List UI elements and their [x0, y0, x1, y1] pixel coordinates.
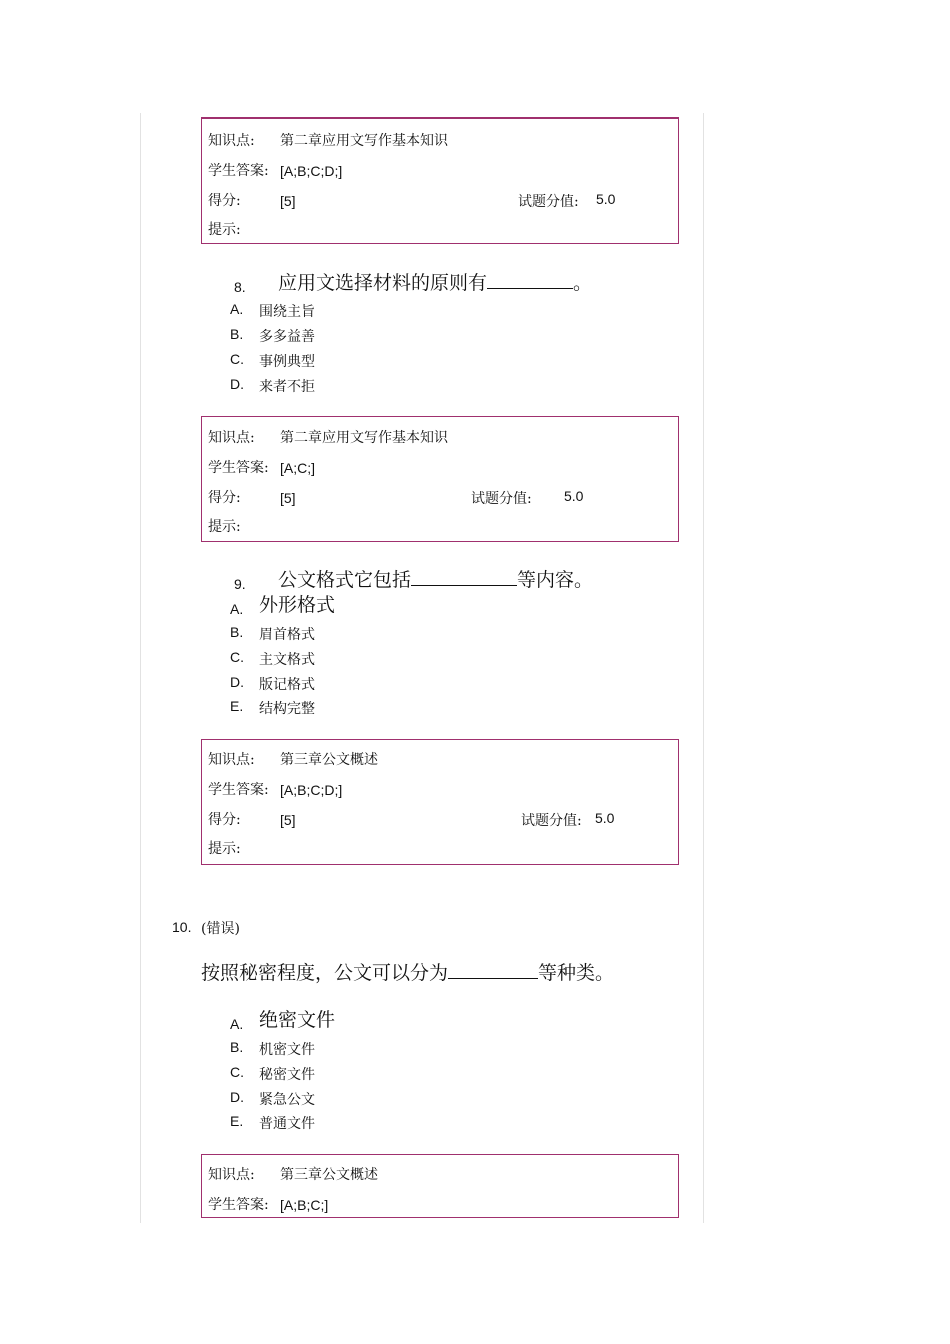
answer-label: 学生答案: — [208, 460, 269, 476]
option-text: 机密文件 — [259, 1042, 315, 1058]
knowledge-label: 知识点: — [208, 133, 255, 149]
option-letter: C. — [230, 1064, 244, 1080]
option-text: 普通文件 — [259, 1116, 315, 1132]
question-value: 5.0 — [595, 810, 615, 826]
option-letter: E. — [230, 698, 244, 714]
question-value-label: 试题分值: — [518, 194, 579, 210]
answer-label: 学生答案: — [208, 163, 269, 179]
hint-label: 提示: — [208, 519, 241, 535]
option-letter: C. — [230, 649, 244, 665]
question-value: 5.0 — [564, 488, 584, 504]
option-letter: A. — [230, 601, 244, 617]
option-text: 事例典型 — [259, 354, 315, 370]
question-text: 按照秘密程度，公文可以分为 等种类。 — [201, 962, 615, 984]
option-text: 秘密文件 — [259, 1067, 315, 1083]
option-text: 眉首格式 — [259, 627, 315, 643]
info-box-q9 — [201, 739, 679, 865]
question-number: 10. — [172, 919, 192, 935]
knowledge-label: 知识点: — [208, 1167, 255, 1183]
option-text: 绝密文件 — [259, 1009, 336, 1031]
right-margin-rule — [703, 113, 704, 1223]
score-label: 得分: — [208, 812, 241, 828]
left-margin-rule — [140, 113, 141, 1223]
answer-value: [A;B;C;D;] — [280, 782, 343, 798]
question-value-label: 试题分值: — [521, 813, 582, 829]
knowledge-label: 知识点: — [208, 430, 255, 446]
knowledge-value: 第三章公文概述 — [280, 1167, 378, 1183]
option-text: 主文格式 — [259, 652, 315, 668]
question-number: 9. — [234, 576, 246, 592]
option-letter: B. — [230, 1039, 244, 1055]
answer-value: [A;C;] — [280, 460, 316, 476]
score-value: [5] — [280, 812, 296, 828]
knowledge-value: 第二章应用文写作基本知识 — [280, 430, 448, 446]
score-value: [5] — [280, 490, 296, 506]
score-value: [5] — [280, 193, 296, 209]
answer-label: 学生答案: — [208, 1197, 269, 1213]
option-letter: D. — [230, 1089, 244, 1105]
option-letter: D. — [230, 376, 244, 392]
knowledge-value: 第二章应用文写作基本知识 — [280, 133, 448, 149]
answer-value: [A;B;C;] — [280, 1197, 329, 1213]
option-letter: C. — [230, 351, 244, 367]
question-text: 公文格式它包括 等内容。 — [278, 569, 594, 591]
option-text: 紧急公文 — [259, 1092, 315, 1108]
question-value: 5.0 — [596, 191, 616, 207]
info-box-q7 — [201, 117, 679, 244]
option-text: 来者不拒 — [259, 379, 315, 395]
question-text: 应用文选择材料的原则有 。 — [278, 272, 593, 294]
option-letter: B. — [230, 326, 244, 342]
answer-blank — [448, 960, 538, 979]
question-value-label: 试题分值: — [471, 491, 532, 507]
answer-label: 学生答案: — [208, 782, 269, 798]
answer-blank — [411, 567, 517, 586]
knowledge-label: 知识点: — [208, 752, 255, 768]
option-text: 外形格式 — [259, 594, 336, 616]
score-label: 得分: — [208, 490, 241, 506]
option-letter: A. — [230, 301, 244, 317]
answer-blank — [487, 270, 573, 289]
option-letter: A. — [230, 1016, 244, 1032]
score-label: 得分: — [208, 193, 241, 209]
info-box-q8 — [201, 416, 679, 542]
option-letter: B. — [230, 624, 244, 640]
question-status-badge: (错误) — [201, 921, 240, 937]
option-text: 结构完整 — [259, 701, 315, 717]
option-letter: D. — [230, 674, 244, 690]
option-text: 多多益善 — [259, 329, 315, 345]
info-box-q10 — [201, 1154, 679, 1218]
answer-value: [A;B;C;D;] — [280, 163, 343, 179]
option-text: 围绕主旨 — [259, 304, 315, 320]
hint-label: 提示: — [208, 222, 241, 238]
hint-label: 提示: — [208, 841, 241, 857]
question-number: 8. — [234, 279, 246, 295]
option-text: 版记格式 — [259, 677, 315, 693]
option-letter: E. — [230, 1113, 244, 1129]
knowledge-value: 第三章公文概述 — [280, 752, 378, 768]
